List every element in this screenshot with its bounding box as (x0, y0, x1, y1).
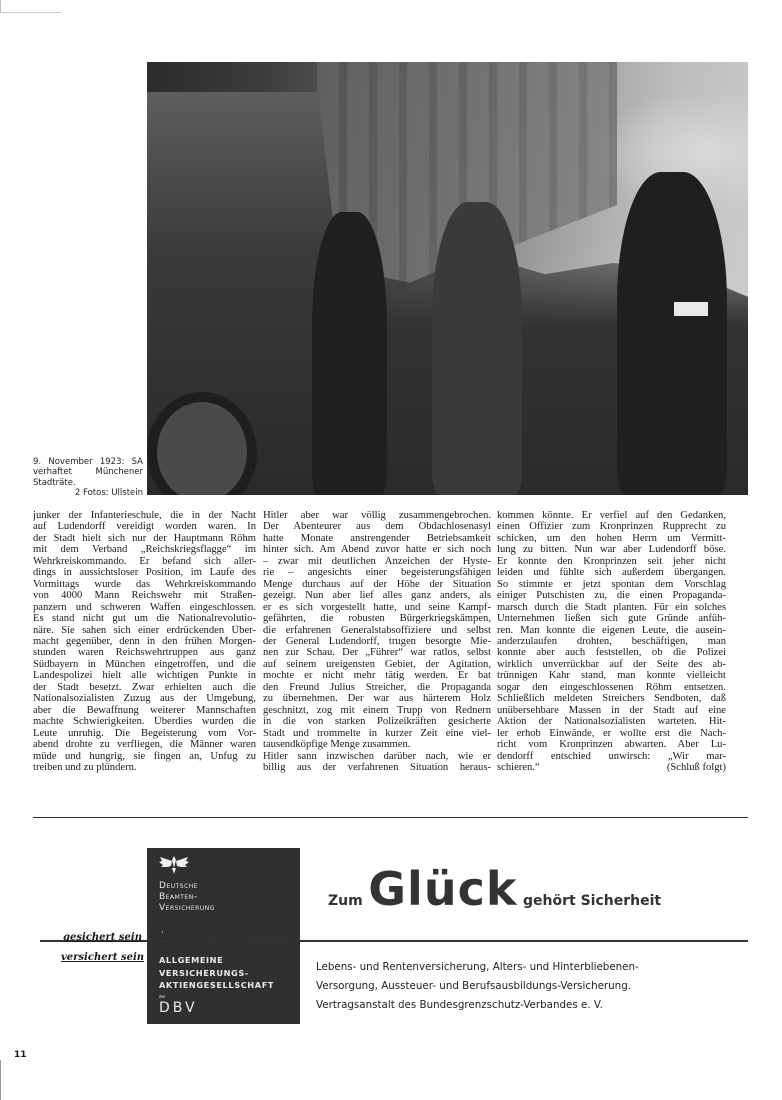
text-line: hatte Monate anstrengender Betriebsamkeit (263, 532, 491, 544)
text-line: wirklich unverrückbar auf der Seite des ab- (497, 658, 726, 670)
text-line: richt vom Kronprinzen abwarten. Aber Lu- (497, 739, 726, 751)
text-line: Südbayern in München eingetroffen, und die (33, 658, 256, 670)
text-line: Vormittags wurde das Wehrkreiskommando (33, 578, 256, 590)
text-line: auf Ludendorff vereidigt worden waren. In (33, 521, 256, 533)
photo-figure (312, 212, 387, 495)
text-line: einiger Putschisten zu, die einen Propaganda- (497, 590, 726, 602)
page-number: 11 (14, 1050, 27, 1060)
text-line: gezeigt. Nun aber lief alles ganz anders, als (263, 590, 491, 602)
text-line: Landespolizei hielt alle wichtigen Punkte in (33, 670, 256, 682)
text-line: Unternehmen ließen sich gute Gründe anfüh- (497, 613, 726, 625)
text-line: der Stadt besetzt. Zwar erhielten auch die (33, 681, 256, 693)
ad-headline: Zum Glück gehört Sicherheit (328, 862, 662, 916)
ad-divider (40, 940, 748, 942)
photo-armband (674, 302, 708, 316)
text-line: trünnigen Kahr stand, man konnte vielleicht (497, 670, 726, 682)
text-line: anderzulaufen drohten, beschäftigen, man (497, 635, 726, 647)
text-line: leiden und fühlte sich außerdem übergangen. (497, 567, 726, 579)
text-line: sogar den eingeschlossenen Röhm entsetzen. (497, 681, 726, 693)
text-line: hinter sich. Am Abend zuvor hatte er sich noch (263, 544, 491, 556)
text-line: geschnitzt, zog mit einem Trupp von Rednern (263, 704, 491, 716)
section-divider (33, 817, 748, 818)
photo-caption: 9. November 1923: SA verhaftet Münchener Stadträte. 2 Fotos: Ullstein (33, 457, 143, 498)
text-line: konnte aber auch feststellen, ob die Polizei (497, 647, 726, 659)
text-line: näre. Sie sahen sich einer erdrückenden Über- (33, 624, 256, 636)
text-line: Schließlich meldeten Streichers Sendboten, daß (497, 693, 726, 705)
text-line: rie – angesichts einer begeisterungsfähigen (263, 567, 491, 579)
text-line: einen Offizier zum Kronprinzen Rupprecht zu (497, 521, 726, 533)
text-line: Hitler sann inzwischen darüber nach, wie er (263, 750, 491, 762)
text-line: tausendköpfige Menge zusammen. (263, 739, 411, 751)
photo-figure (432, 202, 522, 495)
ad-body: Lebens- und Rentenversicherung, Alters- und Hinterbliebenen- Versorgung, Aussteuer- und Berufsausbildungs-Versicherung. Vertragsanstalt des Bundesgrenzschutz-Verbandes e. V. (316, 961, 639, 1011)
dbv-abbreviation: DBV (159, 1000, 198, 1016)
text-line: in die von starken Polizeikräften gesicherte (263, 716, 491, 728)
text-line: dendorff entschied unwirsch: „Wir mar- (497, 750, 726, 762)
text-line: Es stand nicht gut um die Nationalrevolutio- (33, 613, 256, 625)
eagle-icon (159, 854, 189, 876)
photo-credit: 2 Fotos: Ullstein (74, 487, 143, 498)
historical-photo (147, 62, 748, 495)
page-edge (0, 1060, 1, 1100)
text-line: Nationalsozialisten Zuzug aus der Umgebung, (33, 693, 256, 705)
text-line: panzern und schweren Waffen eingeschlossen. (33, 601, 256, 613)
text-line: So stimmte er jetzt spontan dem Vorschlag (497, 578, 726, 590)
page-edge (0, 0, 61, 13)
text-line: Er konnte den Kronprinzen seit jeher nicht (497, 555, 726, 567)
text-line: Stadt und trommelte in kurzer Zeit eine viel- (263, 727, 491, 739)
text-line: schicken, um den hohen Herrn um Vermitt- (497, 532, 726, 544)
text-line: billig aus der verfahrenen Situation heraus- (263, 761, 491, 773)
text-line: nen zur Schau. Der „Führer“ war ratlos, selbst (263, 647, 491, 659)
text-line: kommen könnte. Er verfiel auf den Gedanken, (497, 510, 726, 521)
text-line: müde und hungrig, sie fingen an, Unfug zu (33, 750, 256, 762)
article-column-1 (33, 510, 256, 773)
text-line: er es sich vorgestellt hatte, und seine Kampf- (263, 601, 491, 613)
text-line: stunden waren Reichswehrtruppen aus ganz (33, 647, 256, 659)
text-line: marsch durch die Stadt planten. Für ein solches (497, 601, 726, 613)
text-line: Aktion der Nationalsozialisten warteten. Hit- (497, 716, 726, 728)
text-line: unübersehbare Massen in der Stadt auf eine (497, 704, 726, 716)
text-line: aber die Bewaffnung weiterer Mannschaften (33, 704, 256, 716)
text-line: die erfahrenen Generalstabsoffiziere und selbst (263, 624, 491, 636)
text-line: dings in aussichtsloser Position, im Laufe des (33, 567, 256, 579)
text-line: mit dem Verband „Reichskriegsflagge“ im (33, 544, 256, 556)
text-line: Leute unruhig. Die Begeisterung vom Vor- (33, 727, 256, 739)
text-line: auf seinem ureigensten Gebiet, der Agitation, (263, 658, 491, 670)
dbv-full-name: Deutsche Beamten- Versicherung (159, 881, 215, 913)
company-name: ALLGEMEINE VERSICHERUNGS- AKTIENGESELLSCHAFT (159, 955, 275, 990)
text-line: abend drohte zu verfliegen, die Männer waren (33, 739, 256, 751)
text-line: zu übernehmen. Der war aus härterem Holz (263, 693, 491, 705)
text-line: lung zu bitten. Nun war aber Ludendorff böse. (497, 544, 726, 556)
text-line: von 4000 Mann Reichswehr mit Straßen- (33, 590, 256, 602)
text-line: junker der Infanterieschule, die in der Nacht (33, 510, 256, 521)
text-line: der General Ludendorff, trugen besorgte Mie- (263, 635, 491, 647)
text-line: macht gegenüber, denn in den frühen Morgen- (33, 635, 256, 647)
article-column-3 (497, 510, 726, 773)
dbv-logo-box: Deutsche Beamten- Versicherung · ALLGEMEINE VERSICHERUNGS- AKTIENGESELLSCHAFT der DBV (147, 848, 300, 1024)
text-line: schieren.“ (497, 761, 540, 773)
ad-slogan: gesichert sein versichert sein (60, 932, 145, 963)
text-line: treiben und zu plündern. (33, 761, 137, 773)
text-line: gefährten, die robusten Bürgerkriegskämpen, (263, 613, 491, 625)
text-line: Wehrkreiskommando. Er befand sich aller- (33, 555, 256, 567)
text-line: Der Abenteurer aus dem Obdachlosenasyl (263, 521, 491, 533)
text-line: machte Schwierigkeiten. Überdies wurden die (33, 716, 256, 728)
text-line: der Stadt hielt sich nur der Hauptmann Röhm (33, 532, 256, 544)
continued-note: (Schluß folgt) (666, 761, 726, 773)
article-end-line (497, 762, 726, 773)
text-line: Menge durchaus auf der Höhe der Situation (263, 578, 491, 590)
text-line: den Freund Julius Streicher, die Propaganda (263, 681, 491, 693)
text-line: ren. Man konnte die eigenen Leute, die ausein- (497, 624, 726, 636)
text-line: mochte er nicht mehr tätig werden. Er bat (263, 670, 491, 682)
text-line: Hitler aber war völlig zusammengebrochen. (263, 510, 491, 521)
article-column-2 (263, 510, 491, 773)
text-line: – zwar mit deutlichen Anzeichen der Hyste- (263, 555, 491, 567)
photo-figure (617, 172, 727, 495)
text-line: ler erhob Einwände, er wollte erst die Nach- (497, 727, 726, 739)
